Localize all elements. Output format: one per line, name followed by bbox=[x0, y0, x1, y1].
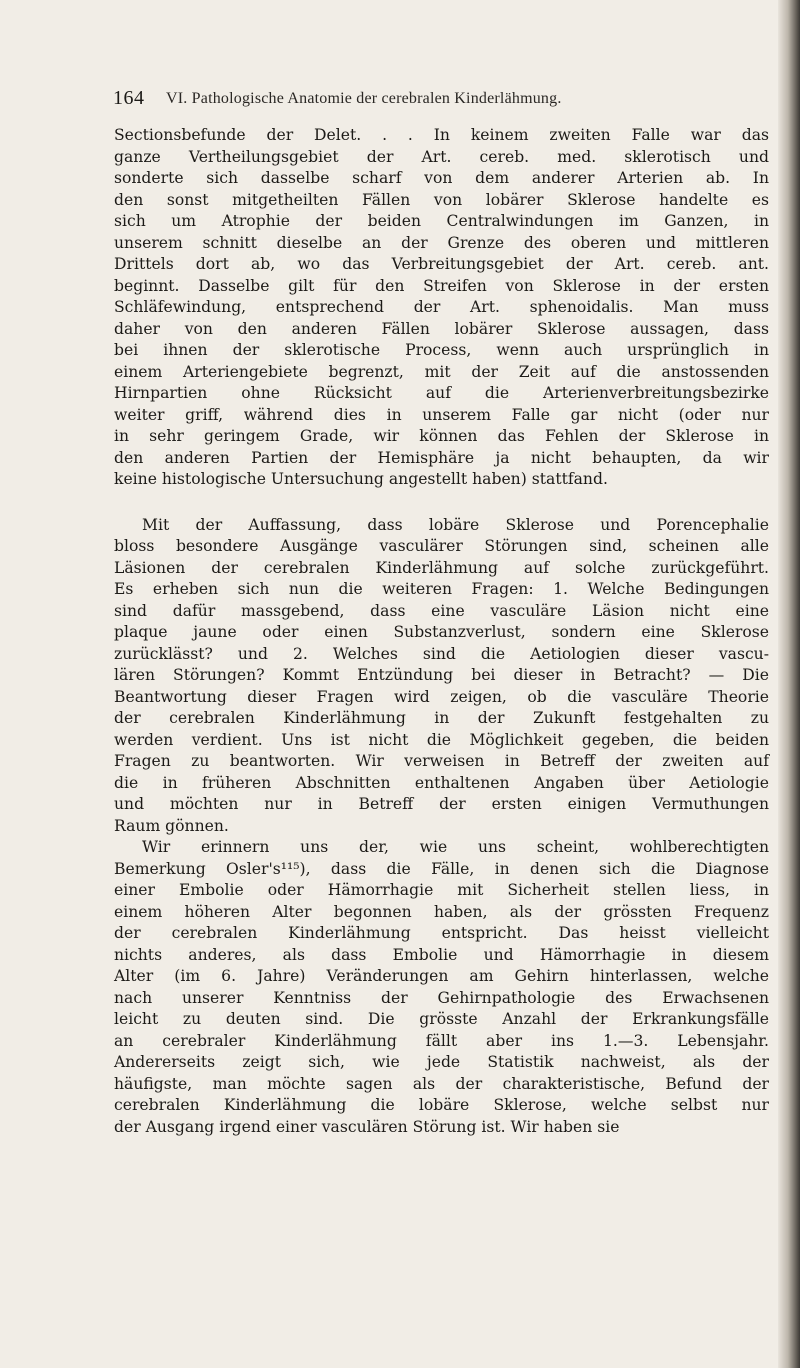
text-line: daher von den anderen Fällen lobärer Sklerose aussagen, dass bbox=[114, 319, 769, 338]
text-line: sonderte sich dasselbe scharf von dem anderer Arterien ab. In bbox=[114, 169, 769, 187]
text-line: sind dafür massgebend, dass eine vasculäre Läsion nicht eine bbox=[114, 601, 769, 620]
text-line: nichts anderes, als dass Embolie und Hämorrhagie in diesem bbox=[114, 945, 769, 964]
text-line: werden verdient. Uns ist nicht die Möglichkeit gegeben, die beiden bbox=[114, 730, 769, 749]
text-line: Schläfewindung, entsprechend der Art. sphenoidalis. Man muss bbox=[114, 298, 769, 316]
text-line: Es erheben sich nun die weiteren Fragen: 1. Welche Bedingungen bbox=[114, 580, 769, 598]
text-line: Sectionsbefunde der Delet. . . In keinem zweiten Falle war das bbox=[114, 126, 769, 144]
page-header bbox=[113, 89, 773, 113]
text-line: Raum gönnen. bbox=[114, 816, 229, 835]
text-line: zurücklässt? und 2. Welches sind die Aetiologien dieser vascu- bbox=[114, 644, 769, 663]
text-line: einer Embolie oder Hämorrhagie mit Sicherheit stellen liess, in bbox=[114, 881, 769, 899]
text-line: plaque jaune oder einen Substanzverlust, sondern eine Sklerose bbox=[114, 623, 769, 641]
text-line: Mit der Auffassung, dass lobäre Sklerose und Porencephalie bbox=[142, 515, 769, 534]
text-line: Bemerkung Osler's¹¹⁵), dass die Fälle, in denen sich die Diagnose bbox=[114, 859, 769, 878]
paragraph-1 bbox=[114, 125, 769, 491]
text-line: Fragen zu beantworten. Wir verweisen in Betreff der zweiten auf bbox=[114, 752, 769, 770]
text-line: Hirnpartien ohne Rücksicht auf die Arterienverbreitungsbezirke bbox=[114, 384, 769, 402]
body-text bbox=[114, 125, 769, 1138]
text-line: einem Arteriengebiete begrenzt, mit der Zeit auf die anstossenden bbox=[114, 362, 769, 381]
text-line: an cerebraler Kinderlähmung fällt aber ins 1.—3. Lebensjahr. bbox=[114, 1031, 769, 1050]
text-line: unserem schnitt dieselbe an der Grenze des oberen und mittleren bbox=[114, 233, 769, 252]
text-line: bei ihnen der sklerotische Process, wenn auch ursprünglich in bbox=[114, 341, 769, 359]
text-line: den sonst mitgetheilten Fällen von lobärer Sklerose handelte es bbox=[114, 190, 769, 209]
text-line: beginnt. Dasselbe gilt für den Streifen von Sklerose in der ersten bbox=[114, 276, 769, 295]
text-line: den anderen Partien der Hemisphäre ja nicht behaupten, da wir bbox=[114, 448, 769, 467]
text-line: häufigste, man möchte sagen als der charakteristische, Befund der bbox=[114, 1074, 769, 1093]
text-line: bloss besondere Ausgänge vasculärer Störungen sind, scheinen alle bbox=[114, 537, 769, 555]
text-line: einem höheren Alter begonnen haben, als der grössten Frequenz bbox=[114, 902, 769, 921]
text-line: lären Störungen? Kommt Entzündung bei dieser in Betracht? — Die bbox=[114, 666, 769, 684]
text-line: leicht zu deuten sind. Die grösste Anzahl der Erkrankungsfälle bbox=[114, 1010, 769, 1028]
text-line: und möchten nur in Betreff der ersten einigen Vermuthungen bbox=[114, 795, 769, 813]
text-line: Alter (im 6. Jahre) Veränderungen am Gehirn hinterlassen, welche bbox=[114, 967, 769, 985]
text-line: cerebralen Kinderlähmung die lobäre Sklerose, welche selbst nur bbox=[114, 1096, 769, 1114]
text-line: der cerebralen Kinderlähmung in der Zukunft festgehalten zu bbox=[114, 709, 769, 727]
paragraph-3 bbox=[114, 837, 769, 1138]
page-edge-shadow bbox=[778, 0, 800, 1368]
text-line: Läsionen der cerebralen Kinderlähmung auf solche zurückgeführt. bbox=[114, 558, 769, 577]
text-line: Beantwortung dieser Fragen wird zeigen, ob die vasculäre Theorie bbox=[114, 687, 769, 706]
text-line: in sehr geringem Grade, wir können das Fehlen der Sklerose in bbox=[114, 427, 769, 445]
text-line: sich um Atrophie der beiden Centralwindungen im Ganzen, in bbox=[114, 212, 769, 230]
page-number: 164 bbox=[113, 87, 145, 109]
text-line: keine histologische Untersuchung angestellt haben) stattfand. bbox=[114, 470, 608, 488]
text-line: weiter griff, während dies in unserem Falle gar nicht (oder nur bbox=[114, 405, 769, 424]
running-head: VI. Pathologische Anatomie der cerebralen Kinderlähmung. bbox=[166, 90, 562, 107]
text-line: Wir erinnern uns der, wie uns scheint, wohlberechtigten bbox=[142, 838, 769, 856]
text-line: der Ausgang irgend einer vasculären Störung ist. Wir haben sie bbox=[114, 1117, 620, 1136]
text-line: die in früheren Abschnitten enthaltenen Angaben über Aetiologie bbox=[114, 773, 769, 792]
text-line: Drittels dort ab, wo das Verbreitungsgebiet der Art. cereb. ant. bbox=[114, 255, 769, 273]
paragraph-2 bbox=[114, 515, 769, 838]
text-line: Andererseits zeigt sich, wie jede Statistik nachweist, als der bbox=[114, 1053, 769, 1071]
text-line: ganze Vertheilungsgebiet der Art. cereb. med. sklerotisch und bbox=[114, 147, 769, 166]
text-line: nach unserer Kenntniss der Gehirnpathologie des Erwachsenen bbox=[114, 988, 769, 1007]
text-line: der cerebralen Kinderlähmung entspricht. Das heisst vielleicht bbox=[114, 924, 769, 942]
